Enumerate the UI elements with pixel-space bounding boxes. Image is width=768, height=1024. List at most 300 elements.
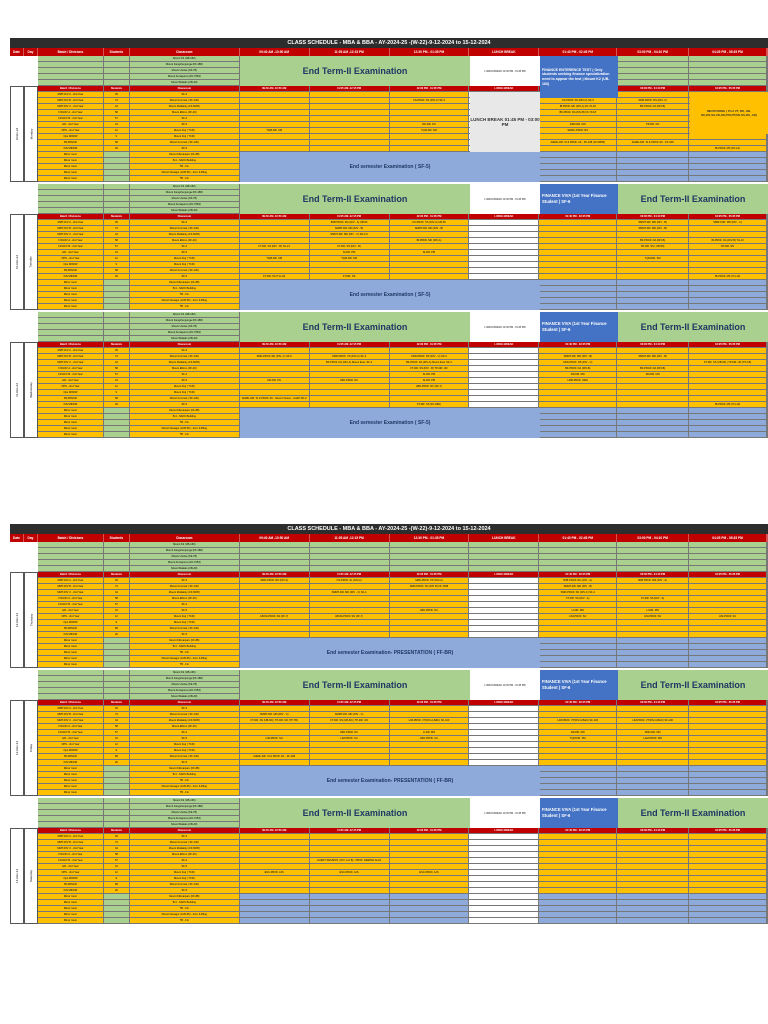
slot-cell <box>310 620 390 625</box>
slot-cell: 09:40 AM -10:50 AM <box>240 700 310 705</box>
slot-cell: FT-DR. SS (UB-60) | TP-DR. UD (TP-LB) <box>689 360 767 365</box>
slot-cell <box>469 712 539 717</box>
slot-cell <box>539 548 617 553</box>
slot-cell <box>310 396 390 401</box>
slot-cell <box>689 298 767 303</box>
slot-cell <box>689 748 767 753</box>
slot-cell <box>539 226 617 231</box>
slot-cell: AI&ML-DR. SI & PROF. AK - FF-108 <box>240 754 310 759</box>
classroom-cell: TB - Fin <box>130 778 240 783</box>
students-cell <box>104 80 130 85</box>
classroom-cell: Mount Kangchenjunga (FF-188) <box>130 62 240 67</box>
slot-cell <box>240 900 310 905</box>
classroom-cell: Mount Annapurna (FF-7053) <box>130 688 240 693</box>
slot-cell <box>689 870 767 875</box>
slot-cell <box>240 104 310 109</box>
slot-cell <box>689 790 767 795</box>
slot-cell <box>390 864 470 869</box>
slot-cell <box>469 706 539 711</box>
slot-cell <box>310 348 390 353</box>
slot-cell: TQM-DR. SM <box>310 256 390 261</box>
slot-cell <box>539 554 617 559</box>
slot-cell: 03:00 PM - 04:10 PM <box>617 86 689 91</box>
slot-cell: 04:25 PM - 05:35 PM <box>689 572 767 577</box>
students-cell <box>104 688 130 693</box>
slot-cell <box>539 560 617 565</box>
end-semester-block: End semester Examination- PRESENTATION ( FF-BR) <box>240 638 540 668</box>
slot-cell <box>240 730 310 735</box>
slot-cell <box>310 626 390 631</box>
classroom-cell: Mount Makalu (UB-40) <box>130 336 240 341</box>
slot-cell <box>539 846 617 851</box>
slot-cell <box>310 140 390 145</box>
batch-cell: MMT-DIV C - 2nd Year <box>38 104 104 109</box>
slot-cell <box>240 918 310 923</box>
slot-cell <box>617 176 689 181</box>
header-slot2: 11:05 AM -12:15 PM <box>310 534 390 542</box>
slot-cell <box>617 602 689 607</box>
students-cell: 45 <box>104 348 130 353</box>
slot-cell <box>469 852 539 857</box>
classroom-cell: SF-5 <box>130 736 240 741</box>
header-row <box>10 48 768 56</box>
slot-cell <box>469 378 539 383</box>
slot-cell <box>617 566 689 571</box>
slot-cell <box>539 724 617 729</box>
classroom-cell: SF-3 <box>130 834 240 839</box>
slot-cell <box>240 706 310 711</box>
slot-cell <box>689 420 767 425</box>
finance-viva: FINANCE VIVA (1st Year Finance Student ) SF-6 <box>540 184 618 214</box>
students-cell <box>104 68 130 73</box>
slot-cell <box>390 742 470 747</box>
slot-cell <box>469 906 539 911</box>
slot-cell <box>617 852 689 857</box>
slot-cell: BF-PROF. DA (DIV-B) <box>617 104 689 109</box>
slot-cell <box>539 632 617 637</box>
classroom-cell: Mount Kilimanjaro (FF-88) <box>130 894 240 899</box>
students-cell: 58 <box>104 366 130 371</box>
slot-cell <box>240 882 310 887</box>
batch-cell <box>38 68 104 73</box>
slot-cell <box>310 840 390 845</box>
slot-cell <box>539 912 617 917</box>
slot-cell <box>240 596 310 601</box>
slot-cell: LUNCH BREAK <box>469 700 539 705</box>
slot-cell <box>310 608 390 613</box>
classroom-cell: Mount Kilimanjaro (FF-88) <box>130 638 240 643</box>
slot-cell <box>390 858 470 863</box>
slot-cell <box>469 620 539 625</box>
slot-cell <box>469 882 539 887</box>
students-cell: 44 <box>104 232 130 237</box>
classroom-cell: B-4 - SAKK Building <box>130 644 240 649</box>
sheet-title: CLASS SCHEDULE - MBA & BBA - AY-2024-25 -(W-22)-9-12-2024 to 15-12-2024 <box>10 38 768 48</box>
slot-cell <box>617 152 689 157</box>
classroom-cell: Mount Fuji ( TCR) <box>130 128 240 133</box>
students-cell <box>104 408 130 413</box>
slot-cell <box>689 846 767 851</box>
slot-cell <box>617 396 689 401</box>
slot-cell: DDD-DR. MN <box>617 730 689 735</box>
slot-cell: LAM-PROF. MD <box>617 736 689 741</box>
batch-cell: BA MINOR <box>38 882 104 887</box>
end-semester-block: End semester Examination ( SF-5) <box>240 152 540 182</box>
slot-cell <box>617 712 689 717</box>
slot-cell <box>689 262 767 267</box>
slot-cell <box>617 274 689 279</box>
classroom-cell: Mount Denagui (LUB-56) - Acro & Bling <box>130 298 240 303</box>
slot-cell <box>310 876 390 881</box>
batch-cell <box>38 56 104 61</box>
batch-cell: Minor room <box>38 766 104 771</box>
header-lunch: LUNCH BREAK <box>469 534 539 542</box>
slot-cell <box>617 882 689 887</box>
slot-cell <box>240 402 310 407</box>
students-cell: 20 <box>104 632 130 637</box>
batch-cell: Minor room <box>38 414 104 419</box>
slot-cell <box>617 638 689 643</box>
slot-cell <box>689 754 767 759</box>
slot-cell <box>689 656 767 661</box>
students-cell <box>104 816 130 821</box>
slot-cell <box>469 718 539 723</box>
classroom-cell: SF-5 <box>130 378 240 383</box>
slot-cell <box>689 858 767 863</box>
slot-cell <box>390 566 470 571</box>
slot-cell: FT-DR. SS <box>310 274 390 279</box>
slot-cell <box>617 548 689 553</box>
batch-cell: OPS - 2nd Year <box>38 256 104 261</box>
batch-cell: Minor room <box>38 286 104 291</box>
header-slot3: 12:30 PM - 01:35 PM <box>390 534 470 542</box>
classroom-cell: Mount Kangchenjunga (FF-188) <box>130 804 240 809</box>
slot-cell <box>617 432 689 437</box>
batch-cell: OPS - 2nd Year <box>38 614 104 619</box>
classroom-cell: Mount Kummal ( SF-130) <box>130 840 240 845</box>
slot-cell <box>240 888 310 893</box>
slot-cell <box>390 274 470 279</box>
slot-cell <box>390 912 470 917</box>
slot-cell <box>390 590 470 595</box>
batch-cell: HR - 2nd Year <box>38 864 104 869</box>
slot-cell <box>617 662 689 667</box>
students-cell: 44 <box>104 590 130 595</box>
classroom-cell: Mount Elbrus (FF-40) <box>130 852 240 857</box>
slot-cell <box>617 426 689 431</box>
slot-cell <box>617 250 689 255</box>
slot-cell <box>240 834 310 839</box>
classroom-cell: Mount Kilimanjaro (FF-88) <box>130 280 240 285</box>
slot-cell: 04:25 PM - 05:35 PM <box>689 700 767 705</box>
slot-cell: 12:30 PM - 01:35 PM <box>390 86 470 91</box>
slot-cell <box>240 748 310 753</box>
batch-cell: Ops MINOR <box>38 390 104 395</box>
slot-cell <box>240 262 310 267</box>
students-cell <box>104 312 130 317</box>
batch-cell: Minor room <box>38 304 104 309</box>
slot-cell <box>390 244 470 249</box>
slot-cell: LIM-PROF. SU <box>539 614 617 619</box>
slot-cell <box>310 110 390 115</box>
slot-cell: TQM-DR. SM <box>240 256 310 261</box>
classroom-cell: Mount Fuji ( TCR) <box>130 742 240 747</box>
date-text: 13-Dec-24 <box>15 740 20 756</box>
slot-cell <box>617 390 689 395</box>
slot-cell <box>689 56 767 61</box>
classroom-cell: Mount Kangchenjunga (FF-188) <box>130 676 240 681</box>
slot-cell <box>689 62 767 67</box>
slot-cell <box>469 608 539 613</box>
students-cell: 9 <box>104 390 130 395</box>
students-cell: 45 <box>104 220 130 225</box>
batch-cell: MMT-DIV C - 2nd Year <box>38 590 104 595</box>
classroom-cell: Mount Annapurna (FF-7053) <box>130 74 240 79</box>
slot-cell: SMMT-DR. MD (DIV - B) <box>617 354 689 359</box>
slot-cell <box>469 894 539 899</box>
slot-cell <box>240 620 310 625</box>
slot-cell <box>539 164 617 169</box>
batch-cell: FIN-DIV A - 2nd Year <box>38 724 104 729</box>
slot-cell <box>469 244 539 249</box>
slot-cell: LBD-PROF. NC <box>310 378 390 383</box>
slot-cell <box>539 274 617 279</box>
slot-cell <box>617 900 689 905</box>
students-cell: 44 <box>104 360 130 365</box>
classroom-cell: Classroom <box>130 86 240 91</box>
batch-cell: MMT-DIV A - 2nd Year <box>38 578 104 583</box>
slot-cell <box>310 104 390 109</box>
slot-cell <box>310 268 390 273</box>
slot-cell <box>539 286 617 291</box>
slot-cell <box>617 632 689 637</box>
classroom-cell: Mount Fuji ( TCR) <box>130 384 240 389</box>
classroom-cell: Mount Makalu (UB-40) <box>130 80 240 85</box>
day-cell <box>24 214 38 310</box>
slot-cell: TQM-DR. SM <box>539 736 617 741</box>
classroom-cell: Mount Kummal ( SF-130) <box>130 98 240 103</box>
slot-cell <box>310 834 390 839</box>
slot-cell <box>617 298 689 303</box>
slot-cell <box>469 736 539 741</box>
classroom-cell: Mount Makalu (UB-40) <box>130 566 240 571</box>
slot-cell <box>539 298 617 303</box>
classroom-cell: Mount K2 (UB-160) <box>130 56 240 61</box>
batch-cell <box>38 676 104 681</box>
batch-cell: FIN-DIV B - 2nd Year <box>38 372 104 377</box>
students-cell <box>104 420 130 425</box>
students-cell <box>104 778 130 783</box>
slot-cell <box>469 390 539 395</box>
students-cell <box>104 894 130 899</box>
slot-cell <box>310 262 390 267</box>
header-classroom: Classroom <box>130 534 240 542</box>
slot-cell <box>240 122 310 127</box>
sheet-body-2 <box>10 542 768 1024</box>
batch-cell: BA MINOR <box>38 754 104 759</box>
students-cell <box>104 196 130 201</box>
students-cell <box>104 670 130 675</box>
classroom-cell: Classroom <box>130 700 240 705</box>
classroom-cell: Mount Elbrus (FF-40) <box>130 238 240 243</box>
slot-cell: 03:00 PM - 04:10 PM <box>617 214 689 219</box>
classroom-cell: Mount Fuji ( TCR) <box>130 748 240 753</box>
slot-cell <box>539 304 617 309</box>
students-cell: Students <box>104 214 130 219</box>
slot-cell: 03:00 PM - 04:10 PM <box>617 572 689 577</box>
end-term-exam-block-right: End Term-II Examination <box>618 798 768 828</box>
slot-cell <box>469 754 539 759</box>
students-cell: 12 <box>104 614 130 619</box>
students-cell: 74 <box>104 840 130 845</box>
slot-cell <box>310 742 390 747</box>
slot-cell <box>390 268 470 273</box>
slot-cell <box>390 134 470 139</box>
slot-cell <box>310 372 390 377</box>
classroom-cell: Mount Mullaloky (FF-6005) <box>130 360 240 365</box>
slot-cell <box>617 790 689 795</box>
slot-cell: LIM-PROF. SU <box>240 736 310 741</box>
day-block-wednesday <box>10 312 768 438</box>
slot-cell <box>617 876 689 881</box>
slot-cell <box>310 912 390 917</box>
slot-cell <box>689 542 767 547</box>
slot-cell: SDMC-PROF. RS <box>539 128 617 133</box>
batch-cell <box>38 810 104 815</box>
slot-cell <box>310 402 390 407</box>
slot-cell: DD-DR. MN <box>617 372 689 377</box>
slot-cell <box>539 754 617 759</box>
slot-cell <box>617 834 689 839</box>
slot-cell <box>310 566 390 571</box>
slot-cell: CS-PROF. SS (DIV-C) SF-3 <box>390 98 470 103</box>
classroom-cell: SF-5 <box>130 864 240 869</box>
classroom-cell: SF-4 <box>130 858 240 863</box>
classroom-cell: Classroom <box>130 214 240 219</box>
batch-cell <box>38 682 104 687</box>
end-term-exam-block: End Term-II Examination <box>240 312 470 342</box>
students-cell <box>104 900 130 905</box>
slot-cell <box>539 760 617 765</box>
batch-cell: Minor room <box>38 650 104 655</box>
classroom-cell: SF-5 <box>130 122 240 127</box>
slot-cell <box>689 286 767 291</box>
slot-cell <box>469 366 539 371</box>
slot-cell <box>539 748 617 753</box>
slot-cell <box>539 158 617 163</box>
batch-cell <box>38 816 104 821</box>
slot-cell <box>240 134 310 139</box>
slot-cell <box>539 834 617 839</box>
students-cell: 74 <box>104 354 130 359</box>
slot-cell: IB-PROF. MK (FF-1A) <box>689 146 767 151</box>
slot-cell <box>617 232 689 237</box>
slot-cell <box>469 274 539 279</box>
slot-cell <box>390 146 470 151</box>
batch-cell: Batch / Divisions <box>38 572 104 577</box>
batch-cell: MMT-DIV A - 2nd Year <box>38 834 104 839</box>
classroom-cell: Mount Lhotse (SF-78) <box>130 196 240 201</box>
students-cell <box>104 292 130 297</box>
batch-cell <box>38 80 104 85</box>
slot-cell: BF-PROF. DA (DIV-B) <box>617 366 689 371</box>
slot-cell <box>539 232 617 237</box>
batch-cell: MMT-DIV C - 2nd Year <box>38 846 104 851</box>
classroom-cell: TB - Fin <box>130 790 240 795</box>
day-text: Thursday <box>29 613 34 627</box>
slot-cell <box>689 80 767 85</box>
students-cell: 9 <box>104 134 130 139</box>
slot-cell <box>390 602 470 607</box>
slot-cell <box>240 384 310 389</box>
students-cell: 68 <box>104 626 130 631</box>
schedule-sheet-2 <box>10 524 768 1024</box>
classroom-cell: Mount Kummal ( SF-130) <box>130 396 240 401</box>
slot-cell <box>617 360 689 365</box>
batch-cell: Batch / Divisions <box>38 342 104 347</box>
day-cell <box>24 572 38 668</box>
slot-cell <box>240 840 310 845</box>
students-cell: 31 <box>104 736 130 741</box>
students-cell <box>104 694 130 699</box>
batch-cell: Minor room <box>38 784 104 789</box>
slot-cell <box>689 638 767 643</box>
slot-cell <box>539 706 617 711</box>
students-cell: 31 <box>104 378 130 383</box>
day-text: Friday <box>29 743 33 753</box>
slot-cell <box>617 542 689 547</box>
slot-cell: SMD-PROF. RP (DIV A) <box>240 578 310 583</box>
slot-cell: B2B PROF. RM (DIV - A) <box>617 578 689 583</box>
slot-cell: SMMT-DR. MD (DIV - B) <box>617 226 689 231</box>
classroom-cell: Mount Denagui (LUB-56) - Acro & Bling <box>130 426 240 431</box>
batch-cell: Minor room <box>38 420 104 425</box>
date-text: 14-Dec-24 <box>15 868 20 884</box>
slot-cell: SDD-PROF. RS (DIV - C) <box>539 360 617 365</box>
students-cell: 68 <box>104 882 130 887</box>
lunch-break-block: LUNCH BREAK 01:45 PM - 03:00 PM <box>470 92 540 152</box>
batch-cell <box>38 566 104 571</box>
students-cell <box>104 164 130 169</box>
batch-cell: Ops MINOR <box>38 748 104 753</box>
students-cell <box>104 62 130 67</box>
slot-cell <box>390 626 470 631</box>
end-term-exam-block-right: End Term-II Examination <box>618 184 768 214</box>
slot-cell <box>539 408 617 413</box>
slot-cell <box>539 280 617 285</box>
slot-cell: 03:00 PM - 04:10 PM <box>617 342 689 347</box>
classroom-cell: SF-5 <box>130 402 240 407</box>
slot-cell <box>240 602 310 607</box>
classroom-cell: SF-3 <box>130 348 240 353</box>
slot-cell <box>539 626 617 631</box>
slot-cell: CS-PROF. SS (DIV-C) SF-3 <box>539 98 617 103</box>
students-cell: 57 <box>104 858 130 863</box>
slot-cell <box>469 256 539 261</box>
slot-cell <box>689 650 767 655</box>
batch-cell: BA MINOR <box>38 396 104 401</box>
students-cell: 57 <box>104 730 130 735</box>
slot-cell <box>617 584 689 589</box>
slot-cell <box>310 748 390 753</box>
slot-cell <box>469 834 539 839</box>
slot-cell <box>617 80 689 85</box>
day-block-tuesday <box>10 184 768 310</box>
slot-cell: TQM-DR. SM <box>617 256 689 261</box>
slot-cell <box>617 92 689 97</box>
date-cell <box>10 700 24 796</box>
classroom-cell: Mount Lhotse (SF-78) <box>130 682 240 687</box>
